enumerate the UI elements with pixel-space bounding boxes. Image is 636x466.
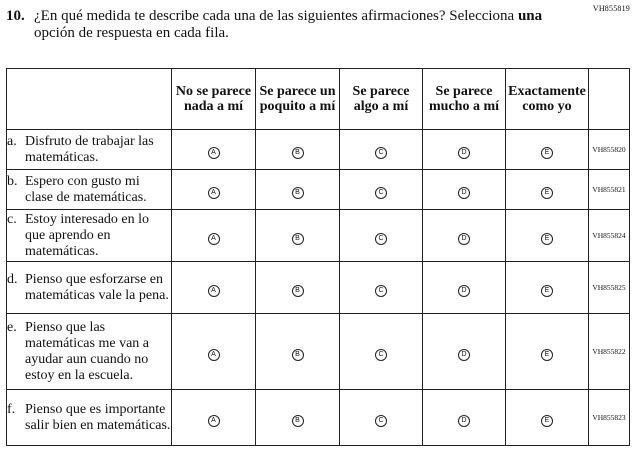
statement-text: Pienso que es importante salir bien en matemáticas.	[25, 401, 171, 433]
statement-letter: c.	[7, 211, 17, 227]
statement-text: Disfruto de trabajar las matemáticas.	[25, 133, 154, 165]
response-bubble-b[interactable]: B	[292, 349, 304, 361]
statement-cell	[7, 130, 172, 170]
response-bubble-d[interactable]: D	[458, 233, 470, 245]
response-bubble-d[interactable]: D	[458, 285, 470, 297]
response-bubble-e[interactable]: E	[541, 285, 553, 297]
response-cell	[340, 314, 423, 390]
statement-text: Estoy interesado en lo que aprendo en matemáticas.	[25, 211, 150, 259]
statement-row	[7, 390, 630, 446]
statement-letter: a.	[7, 133, 17, 149]
response-bubble-c[interactable]: C	[375, 233, 387, 245]
response-cell	[423, 170, 506, 210]
response-cell	[506, 170, 589, 210]
option-header: Se parece algo a mí	[340, 69, 423, 130]
question-text-line2: opción de respuesta en cada fila.	[34, 25, 229, 41]
row-item-code: VH855825	[589, 262, 630, 314]
statement-text: Espero con gusto mi clase de matemáticas.	[25, 173, 147, 205]
row-item-code: VH855824	[589, 210, 630, 262]
response-bubble-c[interactable]: C	[375, 285, 387, 297]
statement-letter: e.	[7, 319, 17, 335]
response-bubble-e[interactable]: E	[541, 415, 553, 427]
response-cell	[340, 390, 423, 446]
response-cell	[423, 210, 506, 262]
response-bubble-b[interactable]: B	[292, 415, 304, 427]
response-cell	[340, 170, 423, 210]
response-bubble-c[interactable]: C	[375, 147, 387, 159]
response-cell	[423, 390, 506, 446]
response-cell	[256, 390, 340, 446]
statement-cell	[7, 262, 172, 314]
response-cell	[256, 210, 340, 262]
response-bubble-b[interactable]: B	[292, 285, 304, 297]
response-cell	[340, 130, 423, 170]
statement-letter: b.	[7, 173, 18, 189]
response-cell	[256, 130, 340, 170]
response-bubble-e[interactable]: E	[541, 349, 553, 361]
statement-cell	[7, 210, 172, 262]
response-bubble-d[interactable]: D	[458, 187, 470, 199]
option-header: Se parece mucho a mí	[423, 69, 506, 130]
response-cell	[506, 262, 589, 314]
response-bubble-a[interactable]: A	[208, 187, 220, 199]
response-bubble-a[interactable]: A	[208, 147, 220, 159]
statement-row	[7, 170, 630, 210]
response-cell	[423, 130, 506, 170]
option-header: Se parece un poquito a mí	[256, 69, 340, 130]
response-cell	[506, 390, 589, 446]
response-cell	[340, 210, 423, 262]
statement-row	[7, 314, 630, 390]
response-bubble-a[interactable]: A	[208, 349, 220, 361]
response-cell	[423, 314, 506, 390]
response-bubble-a[interactable]: A	[208, 415, 220, 427]
response-cell	[256, 262, 340, 314]
response-cell	[506, 130, 589, 170]
statement-row	[7, 130, 630, 170]
statement-cell	[7, 390, 172, 446]
response-cell	[256, 170, 340, 210]
question-text-line1: ¿En qué medida te describe cada una de las siguientes afirmaciones? Selecciona	[34, 8, 518, 24]
response-bubble-a[interactable]: A	[208, 285, 220, 297]
row-item-code: VH855820	[589, 130, 630, 170]
response-cell	[172, 262, 256, 314]
response-bubble-c[interactable]: C	[375, 415, 387, 427]
header-row	[7, 69, 630, 130]
response-cell	[506, 210, 589, 262]
question-text-emphasis: una	[517, 8, 543, 24]
response-cell	[172, 170, 256, 210]
response-bubble-e[interactable]: E	[541, 187, 553, 199]
response-bubble-b[interactable]: B	[292, 233, 304, 245]
question-number: 10.	[6, 8, 25, 24]
response-cell	[423, 262, 506, 314]
response-cell	[172, 314, 256, 390]
item-code: VH855819	[592, 4, 630, 13]
option-header: Exactamente como yo	[506, 69, 589, 130]
response-bubble-c[interactable]: C	[375, 349, 387, 361]
question-prompt	[6, 8, 566, 42]
option-header: No se parece nada a mí	[172, 69, 256, 130]
response-cell	[506, 314, 589, 390]
statement-row	[7, 210, 630, 262]
response-bubble-d[interactable]: D	[458, 349, 470, 361]
response-bubble-b[interactable]: B	[292, 187, 304, 199]
response-bubble-c[interactable]: C	[375, 187, 387, 199]
row-item-code: VH855823	[589, 390, 630, 446]
response-bubble-e[interactable]: E	[541, 147, 553, 159]
response-cell	[172, 130, 256, 170]
statement-letter: f.	[7, 401, 16, 417]
row-item-code: VH855821	[589, 170, 630, 210]
response-bubble-a[interactable]: A	[208, 233, 220, 245]
header-blank	[7, 69, 172, 130]
response-bubble-d[interactable]: D	[458, 415, 470, 427]
response-cell	[172, 390, 256, 446]
statement-cell	[7, 314, 172, 390]
statement-cell	[7, 170, 172, 210]
header-code-blank	[589, 69, 630, 130]
statement-row	[7, 262, 630, 314]
row-item-code: VH855822	[589, 314, 630, 390]
response-cell	[172, 210, 256, 262]
response-cell	[340, 262, 423, 314]
response-bubble-d[interactable]: D	[458, 147, 470, 159]
statement-letter: d.	[7, 271, 18, 287]
response-cell	[256, 314, 340, 390]
response-bubble-e[interactable]: E	[541, 233, 553, 245]
statement-text: Pienso que las matemáticas me van a ayudar aun cuando no estoy en la escuela.	[25, 319, 149, 383]
response-grid	[6, 68, 630, 446]
statement-text: Pienso que esforzarse en matemáticas vale la pena.	[25, 271, 169, 303]
response-bubble-b[interactable]: B	[292, 147, 304, 159]
